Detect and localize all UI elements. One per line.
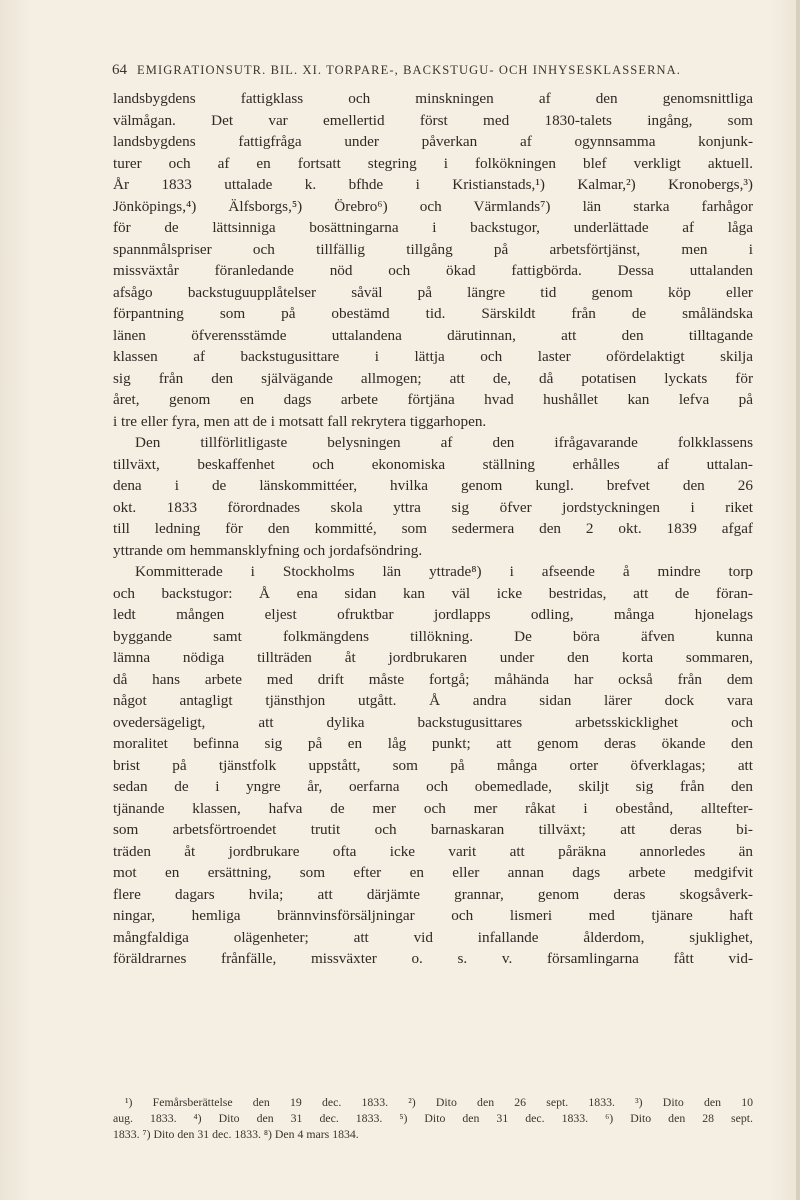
text-line: ledt mången eljest ofruktbar jordlapps odling, många hjonelags xyxy=(113,606,753,623)
text-line: År 1833 uttalade k. bfhde i Kristianstads,¹) Kalmar,²) Kronobergs,³) xyxy=(113,176,753,193)
text-line: i tre eller fyra, men att de i motsatt fall rekrytera tiggarhopen. xyxy=(113,412,487,430)
text-line: turer och af en fortsatt stegring i folkökningen blef verkligt aktuell. xyxy=(113,154,753,172)
text-line: tjänande klassen, hafva de mer och mer råkat i obestånd, alltefter- xyxy=(113,799,753,817)
text-line: Kommitterade i Stockholms län yttrade⁸) i afseende å mindre torp xyxy=(135,563,753,580)
page-header xyxy=(112,62,754,79)
text-line: som arbetsförtroendet trutit och barnaskaran tillväxt; att deras bi- xyxy=(113,821,753,838)
running-title: EMIGRATIONSUTR. BIL. XI. TORPARE-, BACKSTUGU- OCH INHYSESKLASSERNA. xyxy=(137,63,681,77)
text-line: tillväxt, beskaffenhet och ekonomiska ställning erhålles af uttalan- xyxy=(113,455,753,473)
text-line: då hans arbete med drift måste fortgå; måhända har också från dem xyxy=(113,670,753,688)
text-line: något antagligt tjänsthjon utgått. Å andra sidan lärer dock vara xyxy=(113,692,753,709)
footnote-line: aug. 1833. ⁴) Dito den 31 dec. 1833. ⁵) Dito den 31 dec. 1833. ⁶) Dito den 28 sept. xyxy=(113,1111,753,1125)
text-line: och backstugor: Å ena sidan kan väl icke bestridas, att de föran- xyxy=(113,584,753,602)
text-line: sedan de i yngre år, oerfarna och obemedlade, skiljt sig från den xyxy=(113,778,753,795)
text-line: ovedersägeligt, att dylika backstugusittares arbetsskicklighet och xyxy=(113,713,753,731)
text-line: sig från den självägande allmogen; att de, då potatisen lyckats för xyxy=(113,369,753,387)
text-line: missväxtår föranledande nöd och ökad fattigbörda. Dessa uttalanden xyxy=(113,262,753,279)
page-edge xyxy=(796,0,800,1200)
text-line: lämna nödiga tillträden åt jordbrukaren under den korta sommaren, xyxy=(113,649,753,666)
text-line: okt. 1833 förordnades skola yttra sig öfver jordstyckningen i riket xyxy=(113,498,753,516)
text-line: yttrande om hemmansklyfning och jordafsöndring. xyxy=(113,541,423,559)
text-line: förpantning som på obestämd tid. Särskildt från de småländska xyxy=(113,305,753,322)
body-text xyxy=(113,88,753,970)
text-line: ningar, hemliga brännvinsförsäljningar och lismeri med tjänare haft xyxy=(113,907,753,924)
text-line: landsbygdens fattigklass och minskningen af den genomsnittliga xyxy=(113,90,753,107)
text-line: flere dagars hvila; att därjämte grannar, genom deras skogsåverk- xyxy=(113,885,753,903)
text-line: Den tillförlitligaste belysningen af den ifrågavarande folkklassens xyxy=(135,434,753,451)
text-line: året, genom en dags arbete förtjäna hvad hushållet kan lefva på xyxy=(113,391,753,408)
text-line: byggande samt folkmängdens tillökning. De böra äfven kunna xyxy=(113,627,753,645)
footnote-line: ¹) Femårsberättelse den 19 dec. 1833. ²) Dito den 26 sept. 1833. ³) Dito den 10 xyxy=(125,1095,753,1109)
text-line: till ledning för den kommitté, som sedermera den 2 okt. 1839 afgaf xyxy=(113,520,753,537)
text-line: brist på tjänstfolk uppstått, som på många orter öfverklagas; att xyxy=(113,756,753,774)
text-line: mot en ersättning, som efter en eller annan dags arbete medgifvit xyxy=(113,864,753,881)
text-line: afsågo backstuguupplåtelser såväl på längre tid genom köp eller xyxy=(113,283,753,301)
footnote-line: 1833. ⁷) Dito den 31 dec. 1833. ⁸) Den 4 mars 1834. xyxy=(113,1127,359,1141)
text-line: välmågan. Det var emellertid först med 1830-talets ingång, som xyxy=(113,111,753,129)
footnotes xyxy=(113,1094,753,1142)
text-line: landsbygdens fattigfråga under påverkan af ogynnsamma konjunk- xyxy=(113,133,753,150)
text-line: spannmålspriser och tillfällig tillgång på arbetsförtjänst, men i xyxy=(113,240,753,258)
text-line: föräldrarnes frånfälle, missväxter o. s. v. församlingarna fått vid- xyxy=(113,950,753,967)
text-line: träden åt jordbrukare ofta icke varit att påräkna annorledes än xyxy=(113,842,753,860)
text-line: moralitet befinna sig på en låg punkt; att genom deras ökande den xyxy=(113,735,753,752)
text-line: klassen af backstugusittare i lättja och laster ofördelaktigt skilja xyxy=(113,348,753,365)
page-number: 64 xyxy=(112,62,127,78)
text-line: länen öfverensstämde uttalandena därutinnan, att den tilltagande xyxy=(113,326,753,344)
text-line: för de lättsinniga bosättningarna i backstugor, underlättade af låga xyxy=(113,219,753,236)
text-line: Jönköpings,⁴) Älfsborgs,⁵) Örebro⁶) och Värmlands⁷) län starka farhågor xyxy=(113,197,753,215)
text-line: dena i de länskommittéer, hvilka genom kungl. brefvet den 26 xyxy=(113,477,753,494)
text-line: mångfaldiga olägenheter; att vid infallande ålderdom, sjuklighet, xyxy=(113,928,753,946)
